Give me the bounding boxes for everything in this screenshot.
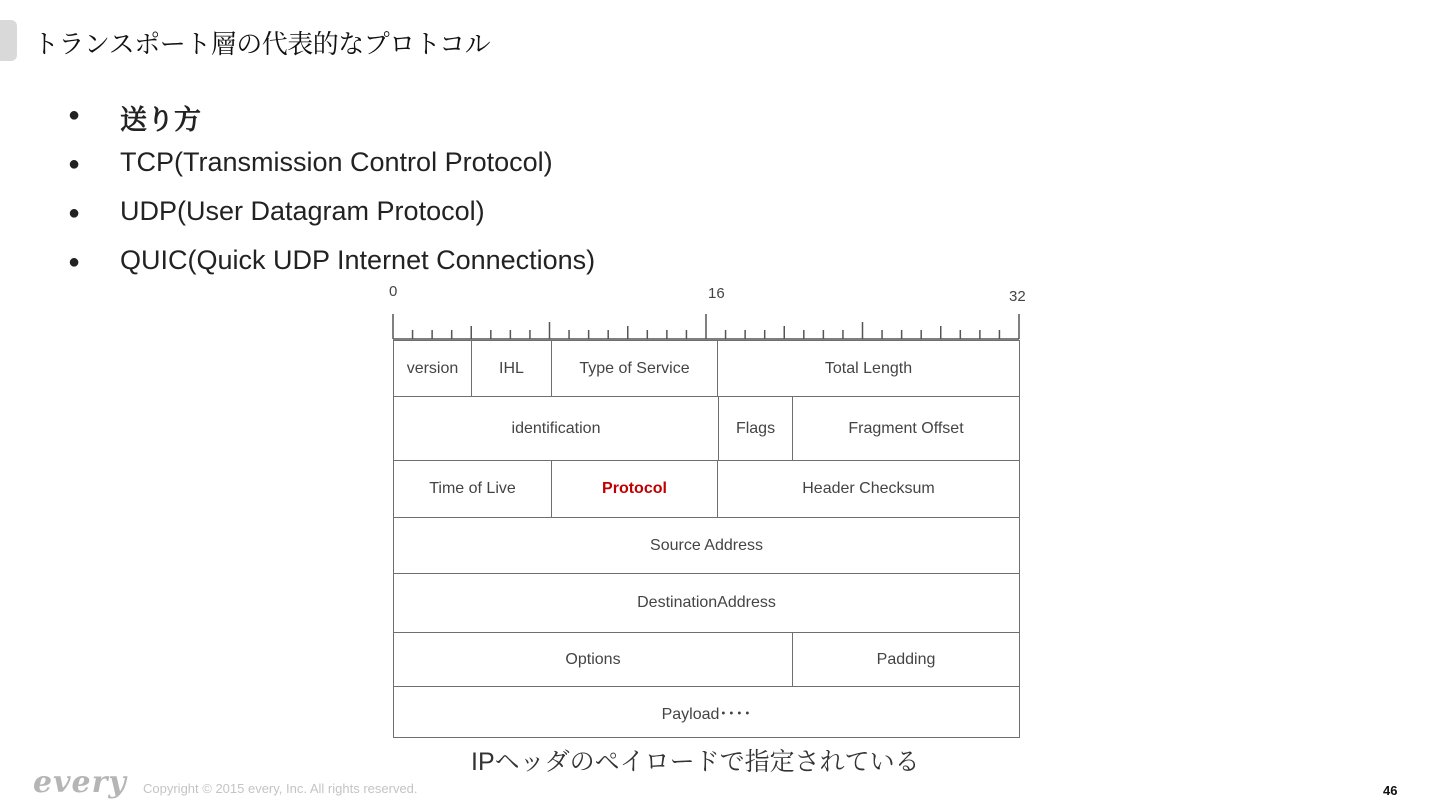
bit-label-start: 0 (389, 283, 398, 300)
header-row (394, 341, 1020, 397)
bullet-dot-icon: ● (68, 251, 81, 273)
header-row (394, 518, 1020, 574)
page-number: 46 (1383, 783, 1398, 798)
bullet-text: TCP(Transmission Control Protocol) (120, 147, 553, 177)
ip-header-diagram (393, 340, 1020, 738)
bullet-dot-icon: ● (68, 153, 81, 175)
bullet-text: UDP(User Datagram Protocol) (120, 196, 485, 226)
field-source-address: Source Address (394, 518, 1020, 574)
bit-label-end: 32 (1009, 288, 1026, 305)
header-row (394, 633, 1020, 687)
field-ihl: IHL (472, 341, 552, 397)
bullet-text: 送り方 (120, 105, 201, 135)
bullet-dot-icon: ● (68, 104, 81, 126)
slide-title: トランスポート層の代表的なプロトコル (33, 29, 491, 59)
field-time-of-live: Time of Live (394, 461, 552, 518)
bullet-text: QUIC(Quick UDP Internet Connections) (120, 245, 596, 275)
title-accent-tab (0, 20, 17, 61)
field-total-length: Total Length (718, 341, 1020, 397)
field-destination-address: DestinationAddress (394, 574, 1020, 633)
field-options: Options (394, 633, 793, 687)
header-row (394, 687, 1020, 738)
field-fragment-offset: Fragment Offset (793, 397, 1020, 461)
diagram-caption: IPヘッダのペイロードで指定されている (471, 748, 920, 776)
header-row (394, 461, 1020, 518)
field-protocol: Protocol (552, 461, 718, 518)
field-flags: Flags (719, 397, 793, 461)
copyright-notice: Copyright © 2015 every, Inc. All rights reserved. (143, 781, 418, 796)
bit-ruler (392, 312, 1022, 342)
bit-label-middle: 16 (708, 285, 725, 302)
field-version: version (394, 341, 472, 397)
field-identification: identification (394, 397, 719, 461)
field-payload: Payload････ (394, 687, 1020, 738)
bullet-dot-icon: ● (68, 202, 81, 224)
company-logo: every (33, 765, 127, 800)
header-row (394, 574, 1020, 633)
field-type-of-service: Type of Service (552, 341, 718, 397)
field-header-checksum: Header Checksum (718, 461, 1020, 518)
header-row (394, 397, 1020, 461)
field-padding: Padding (793, 633, 1020, 687)
